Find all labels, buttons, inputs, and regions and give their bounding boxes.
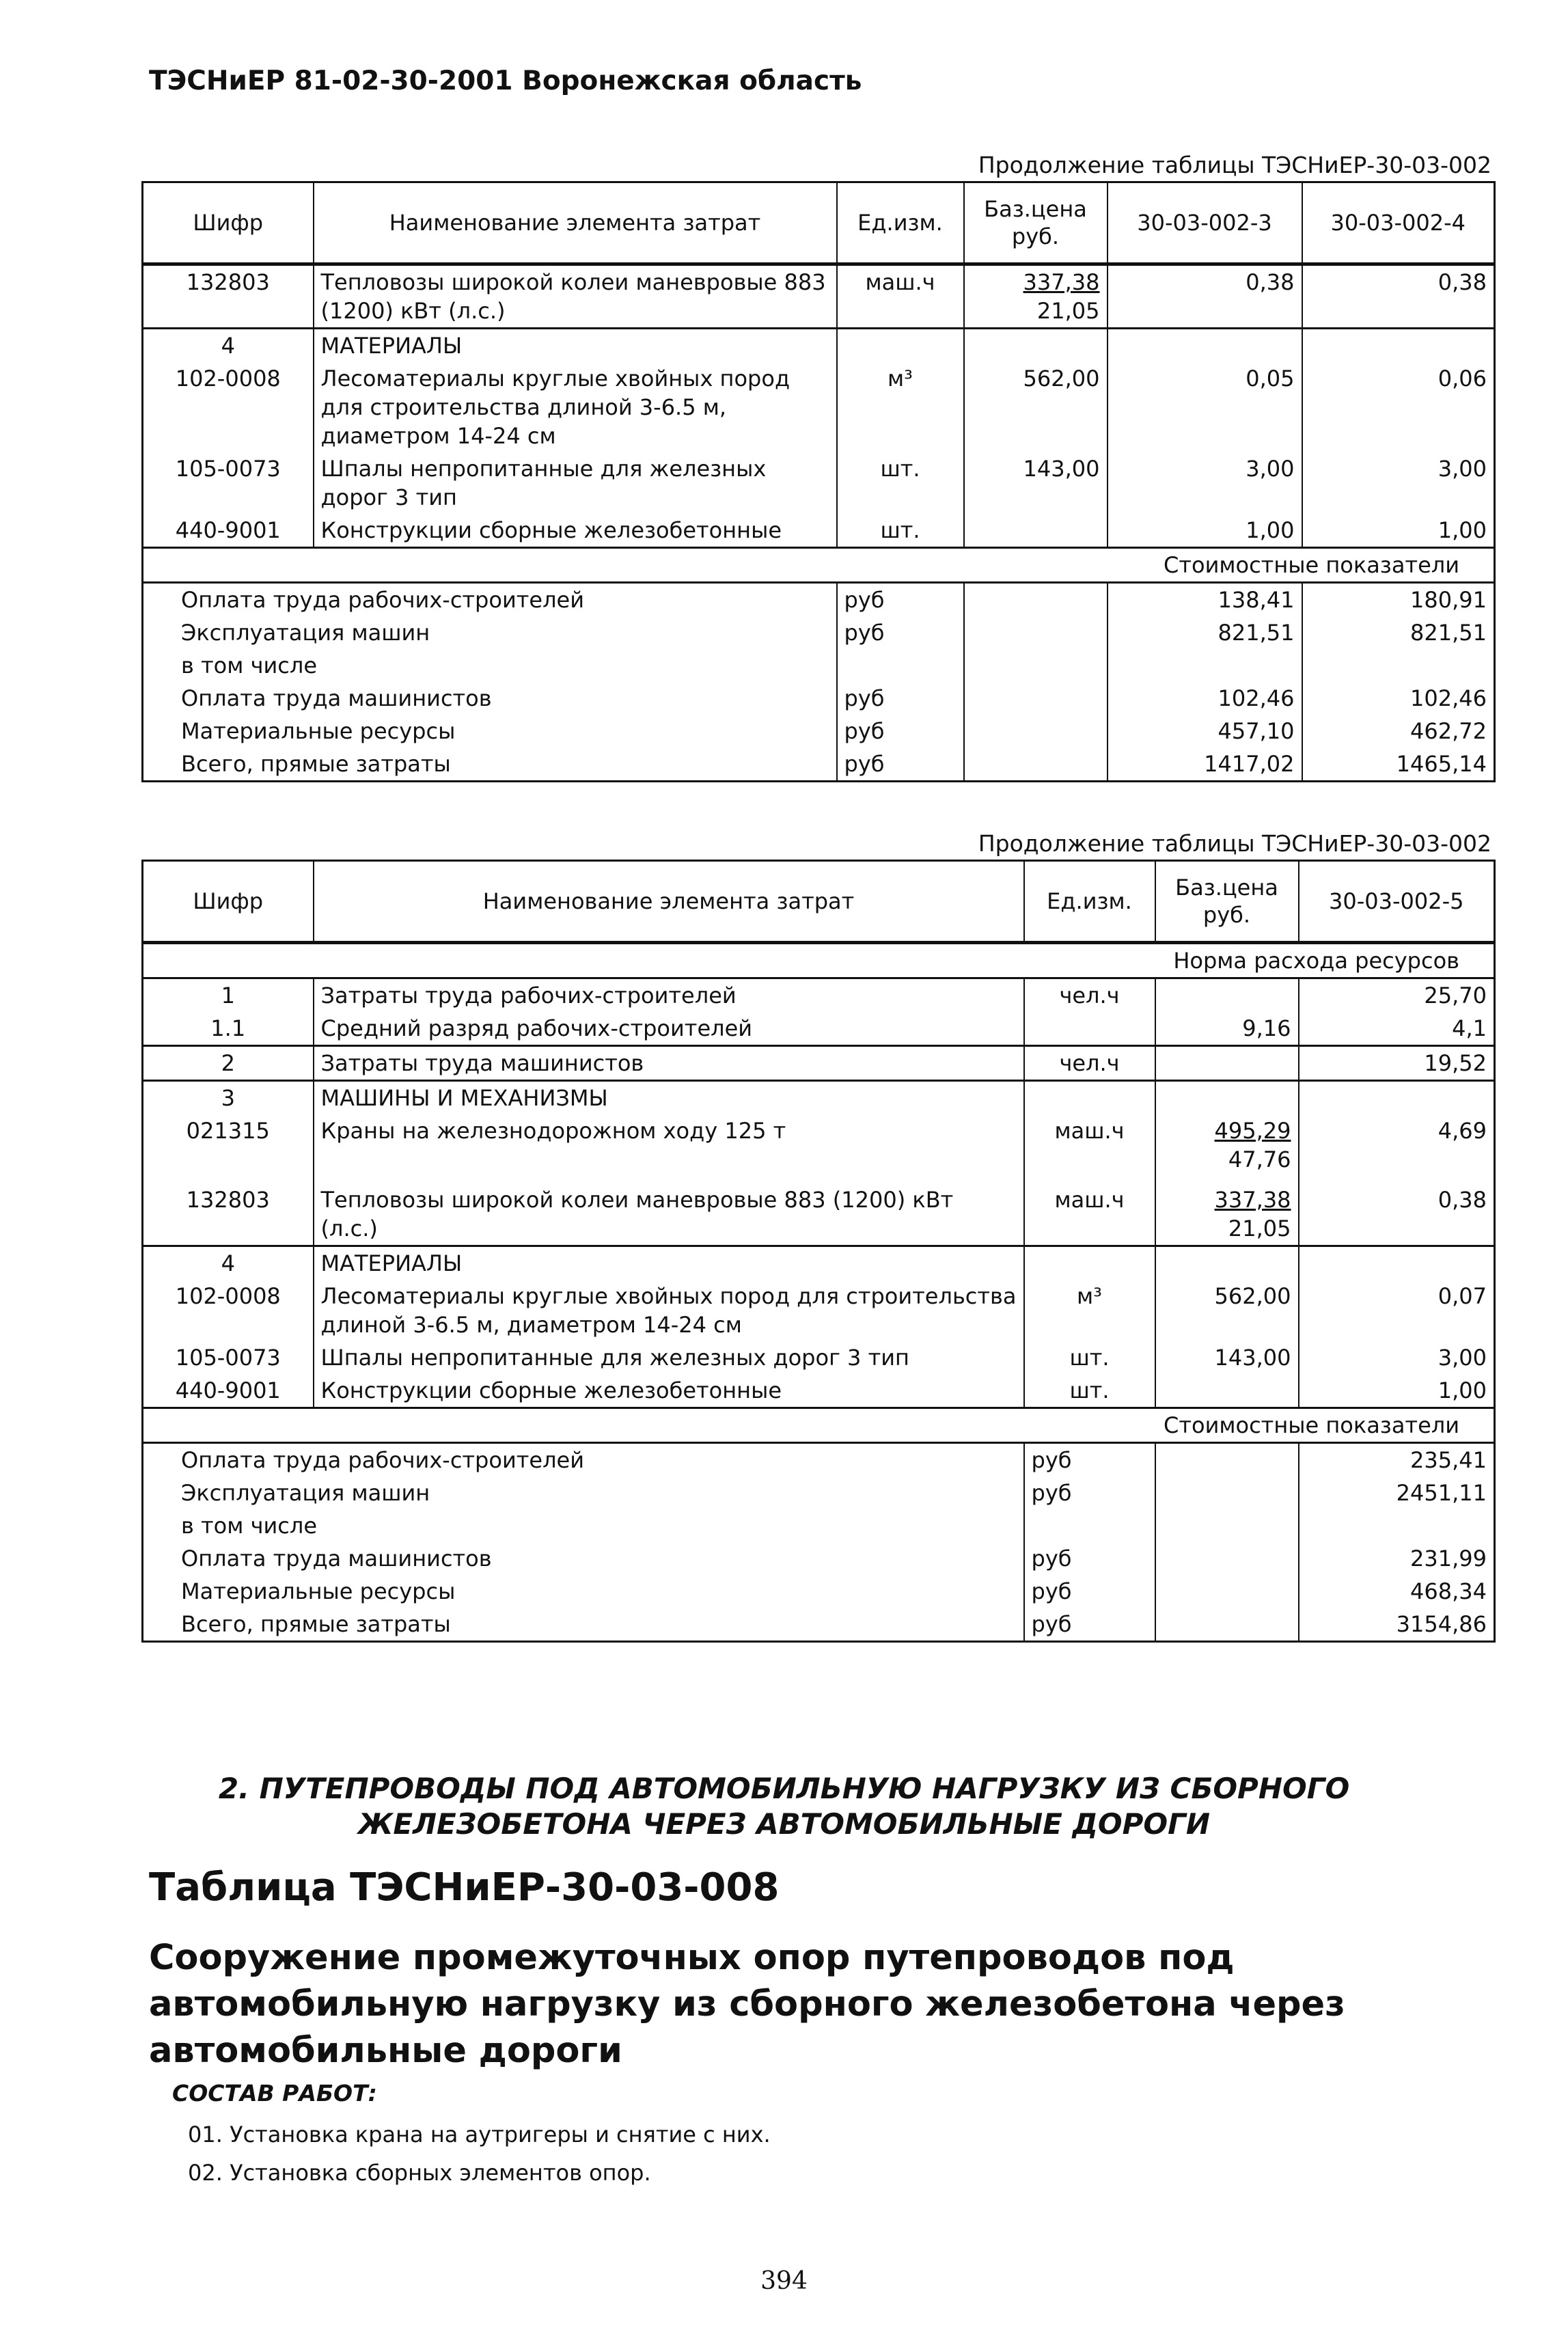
table1-continuation-note: Продолжение таблицы ТЭСНиЕР-30-03-002 bbox=[978, 152, 1491, 178]
name-cell: Тепловозы широкой колеи маневровые 883 (1200) кВт (л.с.) bbox=[314, 264, 837, 329]
cost-unit: руб bbox=[1024, 1542, 1155, 1575]
cost-name: Эксплуатация машин bbox=[143, 616, 837, 649]
name-cell: Лесоматериалы круглые хвойных пород для строительства длиной 3-6.5 м, диаметром 14-24 см bbox=[314, 1280, 1024, 1341]
price-cell bbox=[1155, 1176, 1299, 1246]
cost-name: Материальные ресурсы bbox=[143, 715, 837, 747]
cost-unit: руб bbox=[837, 682, 964, 715]
cost-name: Всего, прямые затраты bbox=[143, 1608, 1024, 1642]
name-cell: Краны на железнодорожном ходу 125 т bbox=[314, 1114, 1024, 1176]
table-row bbox=[143, 1046, 1495, 1081]
col-norm-3: 30-03-002-3 bbox=[1108, 182, 1302, 264]
value-cell: 0,05 bbox=[1108, 362, 1302, 452]
code-cell: 132803 bbox=[143, 264, 314, 329]
name-cell: Шпалы непропитанные для железных дорог 3 тип bbox=[314, 452, 837, 514]
price-cell: 562,00 bbox=[1155, 1280, 1299, 1341]
price-bottom: 21,05 bbox=[1036, 298, 1100, 324]
section-code: 4 bbox=[143, 1246, 314, 1280]
code-cell: 1 bbox=[143, 978, 314, 1013]
unit-cell: чел.ч bbox=[1024, 978, 1155, 1013]
table2-header-row bbox=[143, 861, 1495, 943]
unit-cell: маш.ч bbox=[1024, 1176, 1155, 1246]
cost-unit: руб bbox=[837, 715, 964, 747]
value-cell: 0,38 bbox=[1302, 264, 1495, 329]
cost-value: 468,34 bbox=[1299, 1575, 1495, 1608]
unit-cell: маш.ч bbox=[1024, 1114, 1155, 1176]
cost-name: Оплата труда машинистов bbox=[143, 682, 837, 715]
table-row bbox=[143, 452, 1495, 514]
col-unit: Ед.изм. bbox=[837, 182, 964, 264]
cost-header: Стоимостные показатели bbox=[143, 1408, 1495, 1443]
name-cell: Конструкции сборные железобетонные bbox=[314, 514, 837, 548]
table1 bbox=[141, 181, 1496, 782]
price-cell: 143,00 bbox=[1155, 1341, 1299, 1374]
table-title: Таблица ТЭСНиЕР-30-03-008 bbox=[149, 1865, 780, 1910]
cost-value: 102,46 bbox=[1108, 682, 1302, 715]
cost-value: 102,46 bbox=[1302, 682, 1495, 715]
cost-header-row bbox=[143, 548, 1495, 583]
col-code: Шифр bbox=[143, 861, 314, 943]
unit-cell: чел.ч bbox=[1024, 1046, 1155, 1081]
cost-row bbox=[143, 649, 1495, 682]
name-cell: Затраты труда машинистов bbox=[314, 1046, 1024, 1081]
name-cell: Конструкции сборные железобетонные bbox=[314, 1374, 1024, 1408]
table-description: Сооружение промежуточных опор путепроводов под автомобильную нагрузку из сборного железобетона через автомобильные дороги bbox=[149, 1938, 1345, 2071]
section-row bbox=[143, 329, 1495, 363]
cost-name: в том числе bbox=[143, 649, 837, 682]
cost-name: в том числе bbox=[143, 1509, 1024, 1542]
table-row bbox=[143, 362, 1495, 452]
price-bottom: 21,05 bbox=[1228, 1216, 1291, 1241]
value-cell: 1,00 bbox=[1108, 514, 1302, 548]
value-cell: 0,38 bbox=[1108, 264, 1302, 329]
code-cell: 102-0008 bbox=[143, 362, 314, 452]
cost-value: 462,72 bbox=[1302, 715, 1495, 747]
cost-value: 1465,14 bbox=[1302, 747, 1495, 782]
unit-cell: шт. bbox=[837, 514, 964, 548]
value-cell: 1,00 bbox=[1302, 514, 1495, 548]
code-cell: 021315 bbox=[143, 1114, 314, 1176]
code-cell: 1.1 bbox=[143, 1012, 314, 1046]
value-cell: 0,06 bbox=[1302, 362, 1495, 452]
section-code: 4 bbox=[143, 329, 314, 363]
table-row bbox=[143, 264, 1495, 329]
cost-row bbox=[143, 583, 1495, 617]
works-label: СОСТАВ РАБОТ: bbox=[172, 2080, 377, 2106]
table2 bbox=[141, 860, 1496, 1643]
unit-cell: шт. bbox=[837, 452, 964, 514]
page-number: 394 bbox=[760, 2267, 808, 2295]
cost-name: Материальные ресурсы bbox=[143, 1575, 1024, 1608]
section-row bbox=[143, 1246, 1495, 1280]
price-cell: 562,00 bbox=[964, 362, 1108, 452]
value-cell: 1,00 bbox=[1299, 1374, 1495, 1408]
table-row bbox=[143, 1374, 1495, 1408]
cost-value: 821,51 bbox=[1108, 616, 1302, 649]
value-cell: 3,00 bbox=[1299, 1341, 1495, 1374]
col-unit: Ед.изм. bbox=[1024, 861, 1155, 943]
cost-name: Оплата труда рабочих-строителей bbox=[143, 583, 837, 617]
table-row bbox=[143, 1176, 1495, 1246]
cost-unit: руб bbox=[837, 616, 964, 649]
cost-name: Всего, прямые затраты bbox=[143, 747, 837, 782]
section-row bbox=[143, 1081, 1495, 1115]
cost-name: Оплата труда рабочих-строителей bbox=[143, 1443, 1024, 1477]
price-top: 337,38 bbox=[1214, 1187, 1291, 1213]
list-item: 02. Установка сборных элементов опор. bbox=[188, 2160, 651, 2186]
price-top: 495,29 bbox=[1214, 1118, 1291, 1144]
table-row bbox=[143, 978, 1495, 1013]
value-cell: 19,52 bbox=[1299, 1046, 1495, 1081]
price-cell: 143,00 bbox=[964, 452, 1108, 514]
value-cell: 3,00 bbox=[1302, 452, 1495, 514]
cost-row bbox=[143, 616, 1495, 649]
cost-name: Эксплуатация машин bbox=[143, 1477, 1024, 1509]
code-cell: 105-0073 bbox=[143, 1341, 314, 1374]
cost-value: 821,51 bbox=[1302, 616, 1495, 649]
cost-row bbox=[143, 747, 1495, 782]
cost-value: 235,41 bbox=[1299, 1443, 1495, 1477]
value-cell: 3,00 bbox=[1108, 452, 1302, 514]
cost-value: 3154,86 bbox=[1299, 1608, 1495, 1642]
name-cell: Средний разряд рабочих-строителей bbox=[314, 1012, 1024, 1046]
table2-continuation-note: Продолжение таблицы ТЭСНиЕР-30-03-002 bbox=[978, 830, 1491, 857]
section-name: МАТЕРИАЛЫ bbox=[314, 329, 837, 363]
col-price: Баз.цена руб. bbox=[964, 182, 1108, 264]
table-row bbox=[143, 514, 1495, 548]
unit-cell: м³ bbox=[1024, 1280, 1155, 1341]
list-item: 01. Установка крана на аутригеры и снятие с них. bbox=[188, 2122, 771, 2147]
code-cell: 440-9001 bbox=[143, 514, 314, 548]
value-cell: 0,07 bbox=[1299, 1280, 1495, 1341]
page-header: ТЭСНиЕР 81-02-30-2001 Воронежская область bbox=[149, 66, 862, 96]
cost-row bbox=[143, 682, 1495, 715]
name-cell: Шпалы непропитанные для железных дорог 3 тип bbox=[314, 1341, 1024, 1374]
table-row bbox=[143, 1114, 1495, 1176]
unit-cell: шт. bbox=[1024, 1341, 1155, 1374]
table-row bbox=[143, 1341, 1495, 1374]
cost-row bbox=[143, 1477, 1495, 1509]
cost-unit: руб bbox=[1024, 1575, 1155, 1608]
cost-value: 180,91 bbox=[1302, 583, 1495, 617]
cost-unit: руб bbox=[1024, 1443, 1155, 1477]
works-list bbox=[188, 2115, 771, 2192]
price-cell: 9,16 bbox=[1155, 1012, 1299, 1046]
cost-header: Стоимостные показатели bbox=[143, 548, 1495, 583]
cost-row bbox=[143, 1575, 1495, 1608]
code-cell: 132803 bbox=[143, 1176, 314, 1246]
cost-unit: руб bbox=[1024, 1477, 1155, 1509]
cost-unit: руб bbox=[837, 583, 964, 617]
name-cell: Тепловозы широкой колеи маневровые 883 (1200) кВт (л.с.) bbox=[314, 1176, 1024, 1246]
price-bottom: 47,76 bbox=[1228, 1147, 1291, 1172]
cost-value: 2451,11 bbox=[1299, 1477, 1495, 1509]
cost-row bbox=[143, 1509, 1495, 1542]
col-norm-5: 30-03-002-5 bbox=[1299, 861, 1495, 943]
table-row bbox=[143, 1012, 1495, 1046]
value-cell: 4,1 bbox=[1299, 1012, 1495, 1046]
col-price: Баз.цена руб. bbox=[1155, 861, 1299, 943]
cost-name: Оплата труда машинистов bbox=[143, 1542, 1024, 1575]
col-name: Наименование элемента затрат bbox=[314, 861, 1024, 943]
value-cell: 0,38 bbox=[1299, 1176, 1495, 1246]
section-title: 2. ПУТЕПРОВОДЫ ПОД АВТОМОБИЛЬНУЮ НАГРУЗКУ ИЗ СБОРНОГО ЖЕЛЕЗОБЕТОНА ЧЕРЕЗ АВТОМОБИЛЬНЫЕ ДОРОГИ bbox=[218, 1772, 1350, 1841]
table-row bbox=[143, 1280, 1495, 1341]
norm-header-row bbox=[143, 943, 1495, 978]
col-code: Шифр bbox=[143, 182, 314, 264]
name-cell: Лесоматериалы круглые хвойных пород для строительства длиной 3-6.5 м, диаметром 14-24 см bbox=[314, 362, 837, 452]
cost-value: 457,10 bbox=[1108, 715, 1302, 747]
value-cell: 4,69 bbox=[1299, 1114, 1495, 1176]
cost-value: 138,41 bbox=[1108, 583, 1302, 617]
cost-unit: руб bbox=[837, 747, 964, 782]
col-norm-4: 30-03-002-4 bbox=[1302, 182, 1495, 264]
value-cell: 25,70 bbox=[1299, 978, 1495, 1013]
section-name: МАШИНЫ И МЕХАНИЗМЫ bbox=[314, 1081, 1024, 1115]
price-cell bbox=[964, 264, 1108, 329]
col-name: Наименование элемента затрат bbox=[314, 182, 837, 264]
cost-value: 231,99 bbox=[1299, 1542, 1495, 1575]
code-cell: 2 bbox=[143, 1046, 314, 1081]
cost-row bbox=[143, 1608, 1495, 1642]
cost-row bbox=[143, 1542, 1495, 1575]
code-cell: 105-0073 bbox=[143, 452, 314, 514]
cost-row bbox=[143, 715, 1495, 747]
unit-cell: м³ bbox=[837, 362, 964, 452]
name-cell: Затраты труда рабочих-строителей bbox=[314, 978, 1024, 1013]
price-top: 337,38 bbox=[1023, 269, 1100, 295]
cost-row bbox=[143, 1443, 1495, 1477]
section-code: 3 bbox=[143, 1081, 314, 1115]
norm-header: Норма расхода ресурсов bbox=[143, 943, 1495, 978]
unit-cell: шт. bbox=[1024, 1374, 1155, 1408]
table1-header-row bbox=[143, 182, 1495, 264]
code-cell: 440-9001 bbox=[143, 1374, 314, 1408]
cost-unit: руб bbox=[1024, 1608, 1155, 1642]
section-name: МАТЕРИАЛЫ bbox=[314, 1246, 1024, 1280]
cost-header-row bbox=[143, 1408, 1495, 1443]
cost-value: 1417,02 bbox=[1108, 747, 1302, 782]
code-cell: 102-0008 bbox=[143, 1280, 314, 1341]
unit-cell: маш.ч bbox=[837, 264, 964, 329]
price-cell bbox=[1155, 1114, 1299, 1176]
